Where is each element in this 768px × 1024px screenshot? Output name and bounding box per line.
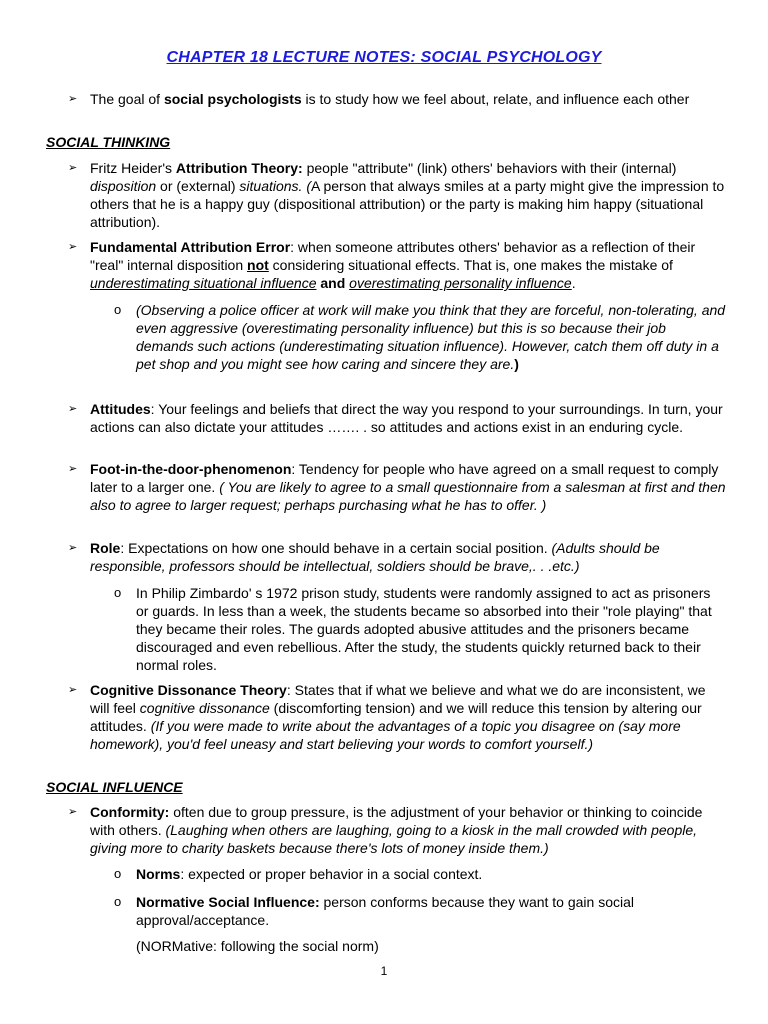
- normative-note: (NORMative: following the social norm): [136, 938, 379, 954]
- term-conformity: Conformity:: [90, 804, 170, 820]
- sub-bullet-police-example: o (Observing a police officer at work will make you think that they are forceful, non-tolerating, and even aggressive (overestimating personality influence) but this is so because their job demands such actions (underestimating situation influence). However, catch them off duty in a pet shop and you might see how caring and sincere they are.): [114, 302, 726, 372]
- bullet-arrow-icon: ➢: [68, 463, 78, 475]
- term-norms: Norms: [136, 866, 181, 882]
- bullet-arrow-icon: ➢: [68, 403, 78, 415]
- bullet-fundamental-attribution-error: ➢ Fundamental Attribution Error: when someone attributes others' behavior as a reflection of their "real" internal disposition not considering situational effects. That is, one makes the mistake of underestimating situational influence and overestimating personality influence.: [68, 239, 696, 291]
- sub-bullet-circle-icon: o: [114, 585, 122, 600]
- sub-bullet-circle-icon: o: [114, 894, 122, 909]
- term-attitudes: Attitudes: [90, 401, 151, 417]
- term-cognitive-dissonance-theory: Cognitive Dissonance Theory: [90, 682, 287, 698]
- sub-bullet-zimbardo-study: o In Philip Zimbardo' s 1972 prison study, students were randomly assigned to act as prisoners or guards. In less than a week, the students became so absorbed into their "role playing" that they became their roles. The guards adopted abusive attitudes and the prisoners became discouraged and even rebellious. After the study, the students quickly returned back to their normal roles.: [114, 585, 712, 673]
- bullet-role: ➢ Role: Expectations on how one should behave in a certain social position. (Adults should be responsible, professors should be intellectual, soldiers should be brave,. . .etc.): [68, 540, 660, 574]
- bullet-arrow-icon: ➢: [68, 806, 78, 818]
- page-number: 1: [380, 964, 388, 978]
- section-heading-social-influence: SOCIAL INFLUENCE: [46, 779, 183, 795]
- page-title: CHAPTER 18 LECTURE NOTES: SOCIAL PSYCHOLOGY: [166, 49, 602, 66]
- bullet-foot-in-the-door: ➢ Foot-in-the-door-phenomenon: Tendency for people who have agreed on a small request to comply later to a larger one. ( You are likely to agree to a small questionnaire from a salesman at first and then also to agree to larger request; perhaps purchasing what he has to offer. ): [68, 461, 726, 513]
- term-foot-in-the-door: Foot-in-the-door-phenomenon: [90, 461, 292, 477]
- bullet-cognitive-dissonance: ➢ Cognitive Dissonance Theory: States that if what we believe and what we do are inconsistent, we will feel cognitive dissonance (discomforting tension) and we will reduce this tension by altering our attitudes. (If you were made to write about the advantages of a topic you disagree on (say more homework), you'd feel uneasy and start believing your words to comfort yourself.): [68, 682, 706, 752]
- bullet-arrow-icon: ➢: [68, 241, 78, 253]
- bullet-arrow-icon: ➢: [68, 684, 78, 696]
- sub-bullet-norms: o Norms: expected or proper behavior in a social context.: [114, 866, 483, 882]
- bullet-conformity: ➢ Conformity: often due to group pressure, is the adjustment of your behavior or thinking to coincide with others. (Laughing when others are laughing, going to a kiosk in the mall crowded with people, giving more to charity baskets because there's lots of money inside them.): [68, 804, 703, 856]
- term-social-psychologists: social psychologists: [163, 91, 302, 107]
- bullet-arrow-icon: ➢: [68, 542, 78, 554]
- bullet-attribution-theory: ➢ Fritz Heider's Attribution Theory: people "attribute" (link) others' behaviors with their (internal) disposition or (external) situations. (A person that always smiles at a party might give the impression to others that he is a happy guy (dispositional attribution) or the party is making him happy (situational attribution).: [68, 160, 725, 230]
- term-role: Role: [90, 540, 121, 556]
- sub-bullet-circle-icon: o: [114, 302, 122, 317]
- emphasis-not: not: [247, 257, 269, 273]
- bullet-intro: ➢ The goal of social psychologists is to study how we feel about, relate, and influence each other: [68, 91, 690, 107]
- term-normative-social-influence: Normative Social Influence:: [136, 894, 320, 910]
- term-attribution-theory: Attribution Theory:: [175, 160, 303, 176]
- sub-bullet-normative-social-influence: o Normative Social Influence: person conforms because they want to gain social approval/acceptance.: [114, 894, 635, 928]
- bullet-arrow-icon: ➢: [68, 162, 78, 174]
- bullet-attitudes: ➢ Attitudes: Your feelings and beliefs that direct the way you respond to your surroundings. In turn, your actions can also dictate your attitudes ……. . so attitudes and actions exist in an enduring cycle.: [68, 401, 723, 435]
- term-fundamental-attribution-error: Fundamental Attribution Error: [90, 239, 291, 255]
- bullet-arrow-icon: ➢: [68, 93, 78, 105]
- section-heading-social-thinking: SOCIAL THINKING: [46, 134, 171, 150]
- sub-bullet-circle-icon: o: [114, 866, 122, 881]
